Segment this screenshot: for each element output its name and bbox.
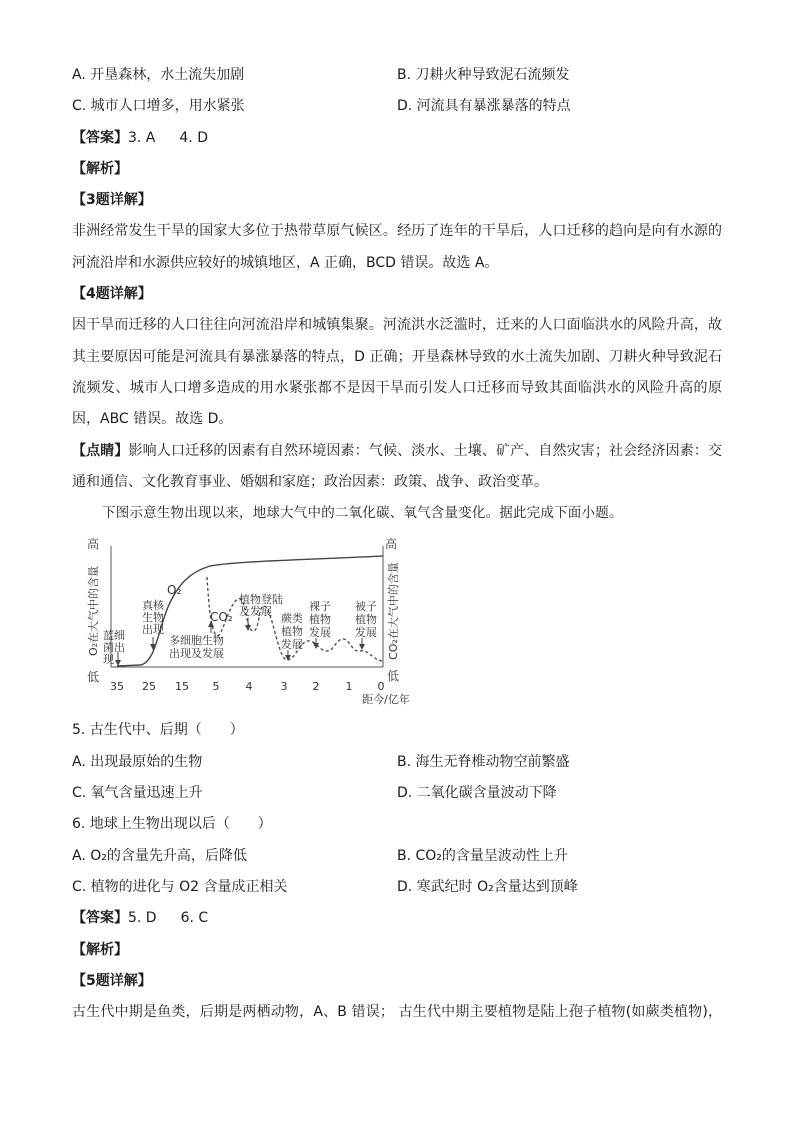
atmosphere-chart (0, 529, 794, 715)
left-axis-low: 低 (86, 670, 100, 685)
option-b: B. CO₂的含量呈波动性上升 (397, 847, 568, 864)
analysis-label: 【解析】 (72, 160, 128, 177)
right-axis-low: 低 (386, 669, 400, 684)
option-c: C. 氧气含量迅速上升 (72, 785, 203, 802)
option-b: B. 刀耕火种导致泥石流频发 (397, 67, 570, 83)
answer-row (72, 123, 722, 154)
event-label: 裸子 (309, 600, 331, 614)
paragraph-line: 因干旱而迁移的人口往往向河流沿岸和城镇集聚。河流洪水泛滥时，迁来的人口面临洪水的风险升高，故 (72, 317, 722, 334)
x-tick-label: 5 (212, 680, 220, 694)
right-axis-high: 高 (384, 537, 398, 552)
answer-item: 3. A (128, 129, 156, 146)
tip-line (72, 436, 722, 467)
event-label: 发展 (281, 638, 303, 652)
answer-item: 5. D (128, 910, 157, 927)
option-a: A. 开垦森林，水土流失加剧 (72, 67, 245, 83)
q5-detail-label: 【5题详解】 (72, 972, 152, 989)
option-d: D. 河流具有暴涨暴落的特点 (397, 98, 571, 115)
option-a: A. O₂的含量先升高，后降低 (72, 847, 247, 864)
event-label: 蕨类 (281, 612, 303, 626)
event-label: 被子 (355, 600, 377, 614)
answer-item: 6. C (180, 910, 209, 927)
question-stem: 6. 地球上生物出现以后（ ） (72, 816, 272, 833)
event-label: 发展 (309, 626, 331, 640)
tip-text: 影响人口迁移的因素有自然环境因素：气候、淡水、土壤、矿产、自然灾害；社会经济因素：交 (128, 442, 723, 459)
paragraph-line: 非洲经常发生干旱的国家大多位于热带草原气候区。经历了连年的干旱后，人口迁移的趋向是向有水源的 (72, 223, 722, 240)
paragraph-line: 因，ABC 错误。故选 D。 (72, 411, 233, 428)
answer-item: 4. D (179, 129, 208, 146)
x-tick-label: 3 (280, 680, 288, 694)
x-tick-label: 4 (245, 680, 253, 694)
event-label: 菌出 (103, 641, 125, 655)
paragraph-line: 古生代中期是鱼类，后期是两栖动物，A、B 错误； 古生代中期主要植物是陆上孢子植物(如蕨类植物)， (72, 1004, 722, 1021)
question-stem: 5. 古生代中、后期（ ） (72, 722, 244, 739)
event-label: 及发展 (239, 605, 272, 619)
event-label: 植物 (309, 613, 331, 627)
q4-detail-label: 【4题详解】 (72, 286, 152, 303)
event-label: 植物登陆 (239, 593, 283, 607)
option-d: D. 寒武纪时 O₂含量达到顶峰 (397, 878, 578, 895)
option-c: C. 植物的进化与 O2 含量成正相关 (72, 878, 288, 895)
q3-detail-label: 【3题详解】 (72, 192, 152, 209)
event-label: 蓝细 (103, 629, 125, 643)
event-label: 生物 (142, 611, 164, 625)
figure-intro: 下图示意生物出现以来，地球大气中的二氧化碳、氧气含量变化。据此完成下面小题。 (102, 505, 623, 522)
event-label: 出现 (142, 623, 164, 637)
page-content (72, 60, 722, 1028)
options-row (72, 91, 722, 122)
co2-curve-label: CO₂ (210, 610, 233, 625)
options-row (72, 747, 722, 778)
analysis-label: 【解析】 (72, 941, 128, 958)
option-a: A. 出现最原始的生物 (72, 753, 203, 770)
event-label: 植物 (281, 625, 303, 639)
left-axis-high: 高 (86, 537, 100, 552)
event-label: 现 (103, 653, 114, 667)
x-tick-label: 1 (345, 680, 353, 694)
paragraph-line: 其主要原因可能是河流具有暴涨暴落的特点，D 正确；开垦森林导致的水土流失加剧、刀耕火种导致泥石 (72, 348, 722, 365)
figure-block (0, 529, 794, 715)
event-label: 植物 (355, 613, 377, 627)
paragraph-line: 河流沿岸和水源供应较好的城镇地区，A 正确，BCD 错误。故选 A。 (72, 254, 499, 271)
event-label: 真核 (142, 599, 164, 613)
answer-label: 【答案】 (72, 910, 128, 927)
x-tick-label: 35 (110, 680, 124, 694)
answer-label: 【答案】 (72, 129, 128, 146)
event-label: 多细胞生物 (169, 634, 224, 648)
x-tick-label: 0 (377, 680, 385, 694)
event-label: 出现及发展 (169, 647, 224, 661)
x-tick-label: 25 (142, 680, 156, 694)
x-axis-label: 距今/亿年 (362, 693, 410, 707)
right-axis-label: CO₂在大气中的含量 (387, 562, 400, 661)
answer-row (72, 903, 722, 934)
options-row (72, 841, 722, 872)
options-row (72, 778, 722, 809)
tip-label: 【点睛】 (72, 442, 129, 459)
option-c: C. 城市人口增多，用水紧张 (72, 98, 245, 115)
options-row (72, 60, 722, 91)
options-row (72, 872, 722, 903)
event-label: 发展 (355, 626, 377, 640)
x-tick-label: 2 (312, 680, 320, 694)
option-d: D. 二氧化碳含量波动下降 (397, 785, 557, 802)
paragraph-line: 流频发、城市人口增多造成的用水紧张都不是因干旱而引发人口迁移而导致其面临洪水的风险升高的原 (72, 379, 722, 396)
option-b: B. 海生无脊椎动物空前繁盛 (397, 753, 570, 770)
left-axis-label: O₂在大气中的含量 (87, 566, 100, 657)
o2-curve-label: O₂ (167, 583, 182, 598)
paragraph-line: 通和通信、文化教育事业、婚姻和家庭；政治因素：政策、战争、政治变革。 (72, 473, 548, 490)
x-tick-label: 15 (175, 680, 189, 694)
